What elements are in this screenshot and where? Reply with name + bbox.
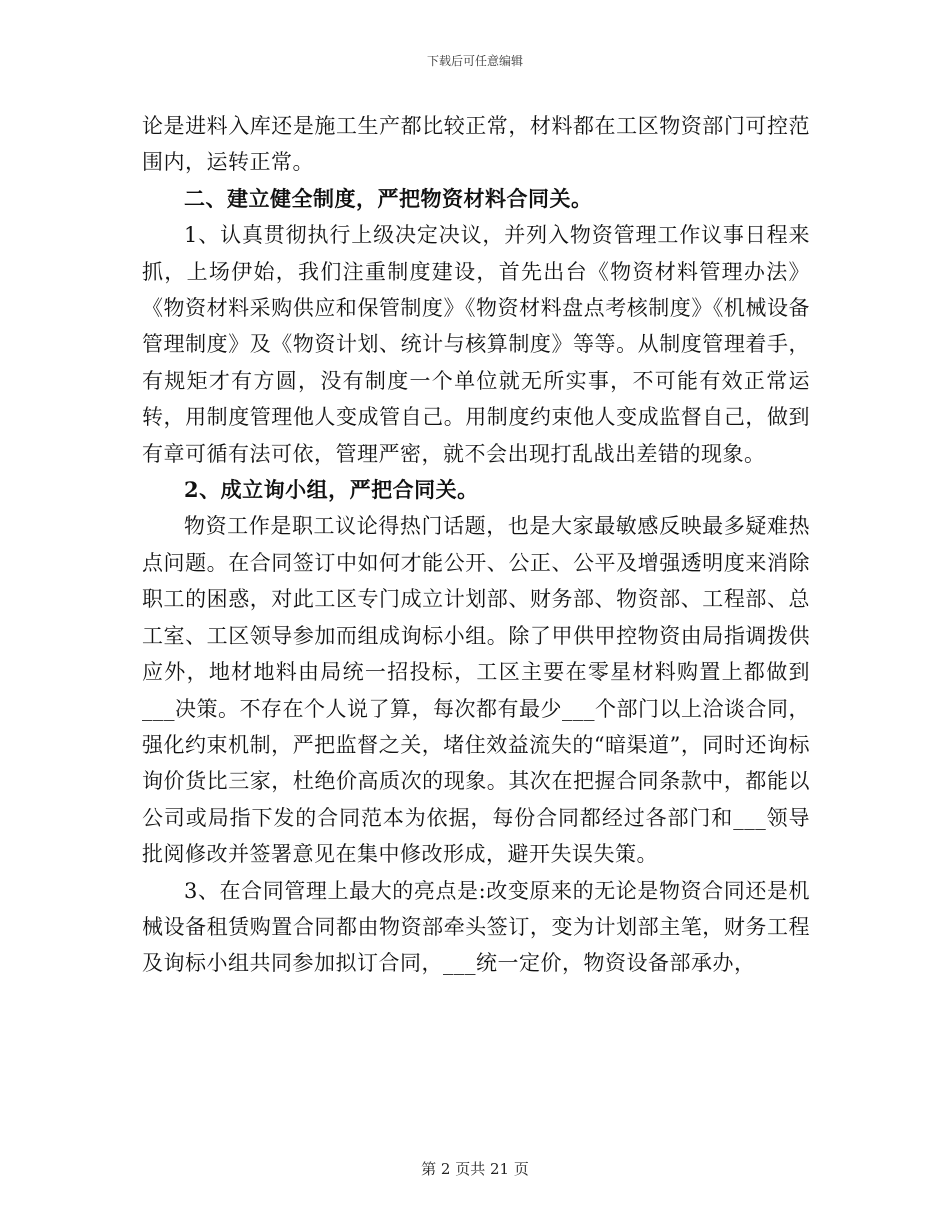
paragraph-continuation: 论是进料入库还是施工生产都比较正常，材料都在工区物资部门可控范围内，运转正常。 bbox=[142, 114, 810, 175]
paragraph-item-1: 1、认真贯彻执行上级决定决议，并列入物资管理工作议事日程来抓，上场伊始，我们注重制度建设，首先出台《物资材料管理办法》《物资材料采购供应和保管制度》《物资材料盘点考核制度》《机械设备管理制度》及《物资计划、统计与核算制度》等等。从制度管理着手，有规矩才有方圆，没有制度一个单位就无所实事，不可能有效正常运转，用制度管理他人变成管自己。用制度约束他人变成监督自己，做到有章可循有法可依，管理严密，就不会出现打乱战出差错的现象。 bbox=[142, 223, 810, 466]
section-heading-2: 二、建立健全制度，严把物资材料合同关。 bbox=[184, 185, 593, 211]
page-header bbox=[0, 52, 950, 69]
subsection-heading-2: 2、成立询小组，严把合同关。 bbox=[184, 477, 479, 503]
paragraph-item-3: 3、在合同管理上最大的亮点是:改变原来的无论是物资合同还是机械设备租赁购置合同都由物资部牵头签订，变为计划部主笔，财务工程及询标小组共同参加拟订合同，___统一定价，物资设备部承办， bbox=[142, 878, 810, 976]
page-number: 第 2 页共 21 页 bbox=[421, 1160, 529, 1178]
paragraph-procurement: 物资工作是职工议论得热门话题，也是大家最敏感反映最多疑难热点问题。在合同签订中如何才能公开、公正、公平及增强透明度来消除职工的困惑，对此工区专门成立计划部、财务部、物资部、工程部、总工室、工区领导参加而组成询标小组。除了甲供甲控物资由局指调拨供应外，地材地料由局统一招投标，工区主要在零星材料购置上都做到___决策。不存在个人说了算，每次都有最少___个部门以上洽谈合同，强化约束机制，严把监督之关，堵住效益流失的“暗渠道”，同时还询标询价货比三家，杜绝价高质次的现象。其次在把握合同条款中，都能以公司或局指下发的合同范本为依据，每份合同都经过各部门和___领导批阅修改并签署意见在集中修改形成，避开失误失策。 bbox=[142, 514, 810, 867]
page-footer bbox=[0, 1158, 950, 1179]
document-body bbox=[142, 108, 810, 982]
header-note: 下载后可任意编辑 bbox=[426, 54, 523, 68]
